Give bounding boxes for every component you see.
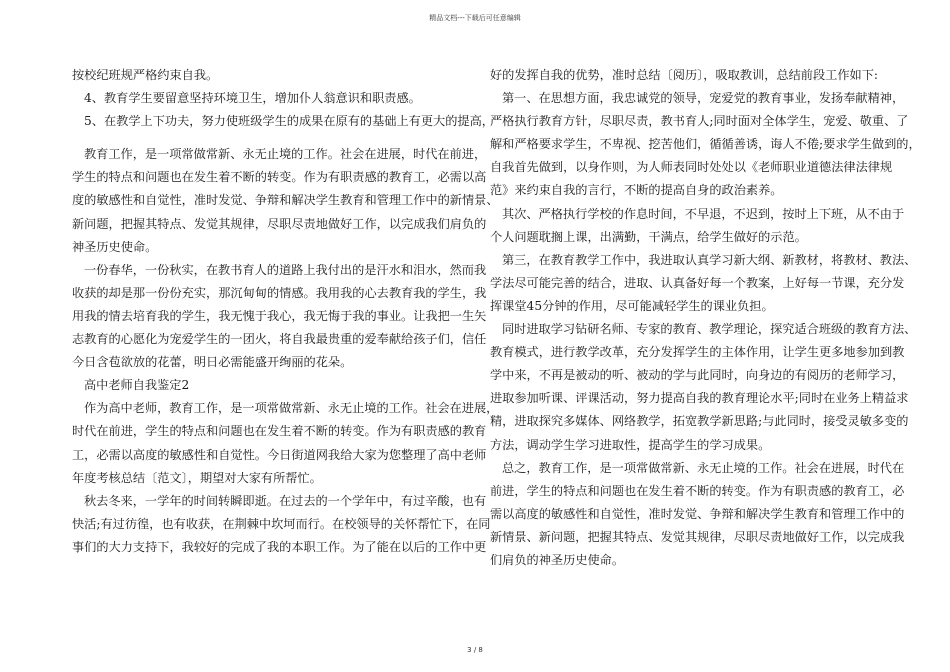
text-line: 用我的情去培育我的学生，我无愧于我心，我无悔于我的事业。让我把一生矢 — [72, 308, 487, 323]
text-line: 收获的却是那一份份充实，那沉甸甸的情感。我用我的心去教育我的学生，我 — [72, 285, 487, 300]
paragraph-gap — [72, 133, 457, 143]
text-line: 志教育的心愿化为宠爱学生的一团火，将自我最贵重的爱奉献给孩子们，信任 — [72, 332, 487, 347]
page-number: 3 / 8 — [467, 646, 483, 654]
text-line: 今日含苞欲放的花蕾，明日必需能盛开绚丽的花朵。 — [72, 355, 353, 370]
text-line: 新情景、新问题，把握其特点、发觉其规律，尽职尽责地做好工作，以完成我 — [490, 529, 905, 544]
text-line: 工，必需以高度的敏感性和自觉性。今日街道网我给大家为您整理了高中老师 — [72, 447, 487, 462]
text-line: 一份春华，一份秋实，在教书育人的道路上我付出的是汗水和泪水，然而我 — [84, 262, 487, 277]
text-line: 们肩负的神圣历史使命。 — [490, 552, 625, 567]
text-line: 时代在前进，学生的特点和问题也在发生着不断的转变。作为有职责感的教育 — [72, 424, 487, 439]
text-line: 挥课堂45分钟的作用，尽可能减轻学生的课业负担。 — [490, 298, 774, 313]
text-line: 作为高中老师，教育工作，是一项常做常新、永无止境的工作。社会在进展， — [84, 401, 499, 416]
text-line: 范》来约束自我的言行，不断的提高自身的政治素养。 — [490, 183, 783, 198]
text-line: 学法尽可能完善的结合，进取、认真备好每一个教案，上好每一节课，充分发 — [490, 275, 905, 290]
text-line: 快活;有过彷徨，也有收获，在荆棘中坎坷而行。在校领导的关怀帮忙下，在同 — [72, 516, 491, 531]
text-line: 解和严格要求学生，不卑视、挖苦他们，循循善诱，诲人不倦;要求学生做到的， — [490, 137, 921, 152]
text-line: 自我首先做到，以身作则，为人师表同时处处以《老师职业道德法律法律规 — [490, 160, 893, 175]
text-line: 4、教育学生要留意坚持环境卫生，增加仆人翁意识和职责感。 — [84, 91, 421, 106]
text-line: 教育工作，是一项常做常新、永无止境的工作。社会在进展，时代在前进， — [84, 147, 487, 162]
text-line: 方法，调动学生学习进取性，提高学生的学习成果。 — [490, 437, 771, 452]
text-line: 教育模式，进行教学改革，充分发挥学生的主体作用，让学生更多地参加到教 — [490, 345, 905, 360]
text-line: 学中来，不再是被动的听、被动的学与此同时，向身边的有阅历的老师学习， — [490, 368, 905, 383]
text-line: 第三，在教育教学工作中，我进取认真学习新大纲、新教材，将教材、教法、 — [502, 252, 917, 267]
section-heading: 高中老师自我鉴定2 — [84, 378, 190, 393]
text-line: 秋去冬来，一学年的时间转瞬即逝。在过去的一个学年中，有过辛酸，也有 — [84, 493, 487, 508]
page-header: 精品文档---下载后可任意编辑 — [429, 14, 521, 22]
text-line: 前进，学生的特点和问题也在发生着不断的转变。作为有职责感的教育工，必 — [490, 483, 905, 498]
text-line: 同时进取学习钻研名师、专家的教育、教学理论，探究适合班级的教育方法、 — [502, 322, 917, 337]
text-line: 总之，教育工作，是一项常做常新、永无止境的工作。社会在进展，时代在 — [502, 460, 905, 475]
text-line: 学生的特点和问题也在发生着不断的转变。作为有职责感的教育工，必需以高 — [72, 170, 487, 185]
text-line: 好的发挥自我的优势，准时总结〔阅历〕，吸取教训，总结前段工作如下: — [490, 68, 879, 82]
text-line: 事们的大力支持下，我较好的完成了我的本职工作。为了能在以后的工作中更 — [72, 539, 487, 554]
right-column — [490, 64, 921, 572]
left-column — [72, 64, 499, 559]
text-line: 按校纪班规严格约束自我。 — [72, 68, 219, 82]
text-line: 严格执行教育方针，尽职尽责，教书育人;同时面对全体学生，宠爱、敬重、了 — [490, 114, 909, 129]
text-line: 其次、严格执行学校的作息时间，不早退，不迟到，按时上下班，从不由于 — [502, 206, 905, 221]
text-line: 5、在教学上下功夫，努力使班级学生的成果在原有的基础上有更大的提高， — [84, 114, 494, 129]
text-line: 进取参加听课、评课活动，努力提高自我的教育理论水平;同时在业务上精益求 — [490, 391, 909, 406]
text-line: 个人问题耽搁上课，出满勤，干满点，给学生做好的示范。 — [490, 229, 807, 244]
text-line: 度的敏感性和自觉性，准时发觉、争辩和解决学生教育和管理工作中的新情景、 — [72, 193, 499, 208]
text-line: 第一、在思想方面，我忠诚党的领导，宠爱党的教育事业，发扬奉献精神， — [502, 91, 905, 106]
text-line: 精，进取探究多媒体、网络教学，拓宽教学新思路;与此同时，接受灵敏多变的 — [490, 414, 909, 429]
text-line: 需以高度的敏感性和自觉性，准时发觉、争辩和解决学生教育和管理工作中的 — [490, 506, 905, 521]
text-line: 年度考核总结〔范文〕，期望对大家有所帮忙。 — [72, 470, 322, 485]
text-line: 神圣历史使命。 — [72, 239, 158, 254]
text-line: 新问题，把握其特点、发觉其规律，尽职尽责地做好工作，以完成我们肩负的 — [72, 216, 487, 231]
